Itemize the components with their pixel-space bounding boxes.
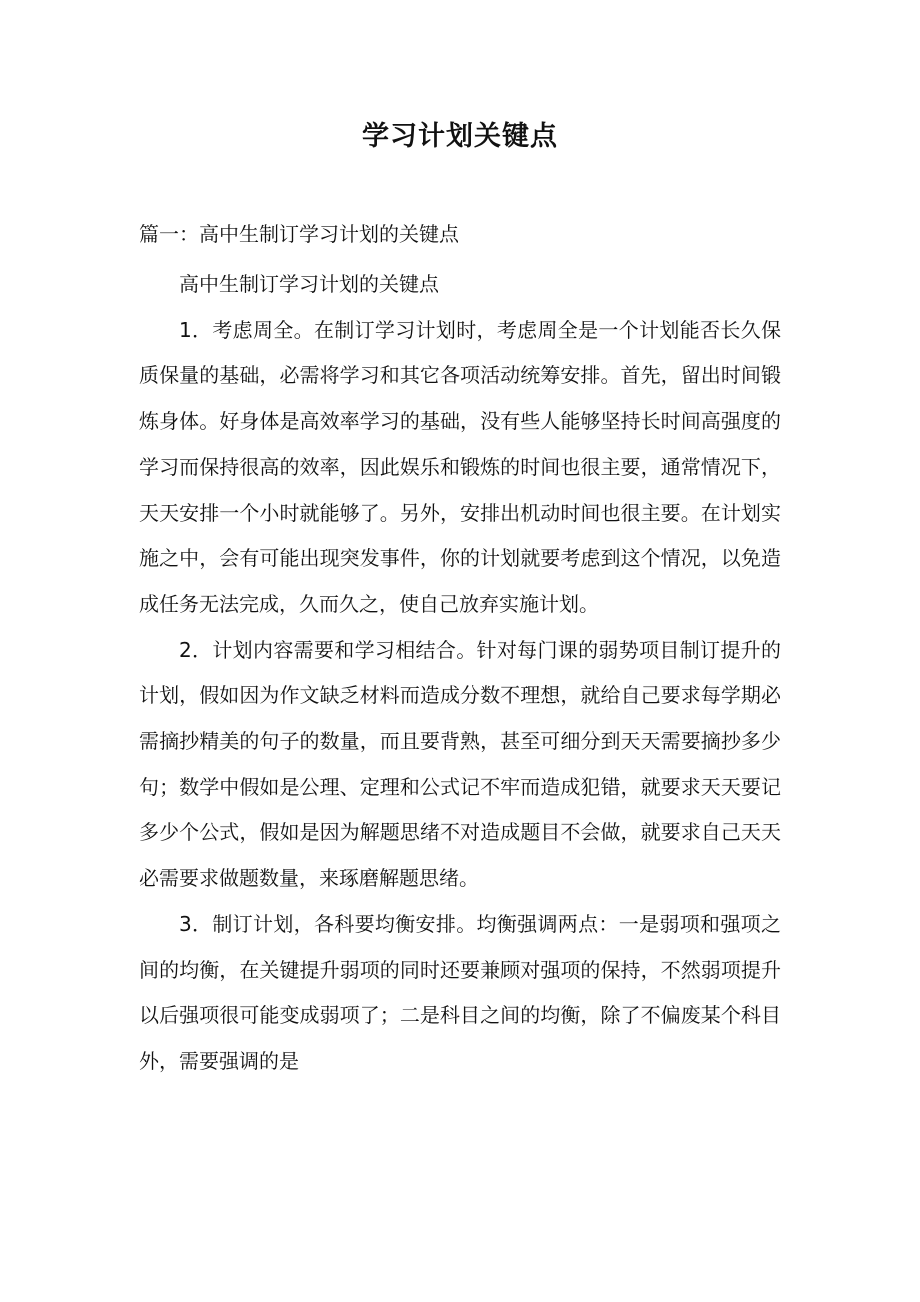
paragraph-1: 1．考虑周全。在制订学习计划时，考虑周全是一个计划能否长久保质保量的基础，必需将学习和其它各项活动统筹安排。首先，留出时间锻炼身体。好身体是高效率学习的基础，没有些人能够坚持长时间高强度的学习而保持很高的效率，因此娱乐和锻炼的时间也很主要，通常情况下，天天安排一个小时就能够了。另外，安排出机动时间也很主要。在计划实施之中，会有可能出现突发事件，你的计划就要考虑到这个情况，以免造成任务无法完成，久而久之，使自己放弃实施计划。 <box>139 317 781 616</box>
document-title: 学习计划关键点 <box>362 121 558 152</box>
subtitle: 高中生制订学习计划的关键点 <box>179 272 439 296</box>
paragraph-2: 2．计划内容需要和学习相结合。针对每门课的弱势项目制订提升的计划，假如因为作文缺乏材料而造成分数不理想，就给自己要求每学期必需摘抄精美的句子的数量，而且要背熟，甚至可细分到天天需要摘抄多少句；数学中假如是公理、定理和公式记不牢而造成犯错，就要求天天要记多少个公式，假如是因为解题思绪不对造成题目不会做，就要求自己天天必需要求做题数量，来琢磨解题思绪。 <box>139 637 781 891</box>
document-body <box>139 262 781 1085</box>
section-heading: 篇一：高中生制订学习计划的关键点 <box>139 222 459 246</box>
paragraph-3: 3．制订计划，各科要均衡安排。均衡强调两点：一是弱项和强项之间的均衡，在关键提升弱项的同时还要兼顾对强项的保持，不然弱项提升以后强项很可能变成弱项了；二是科目之间的均衡，除了不偏废某个科目外，需要强调的是 <box>139 911 781 1073</box>
